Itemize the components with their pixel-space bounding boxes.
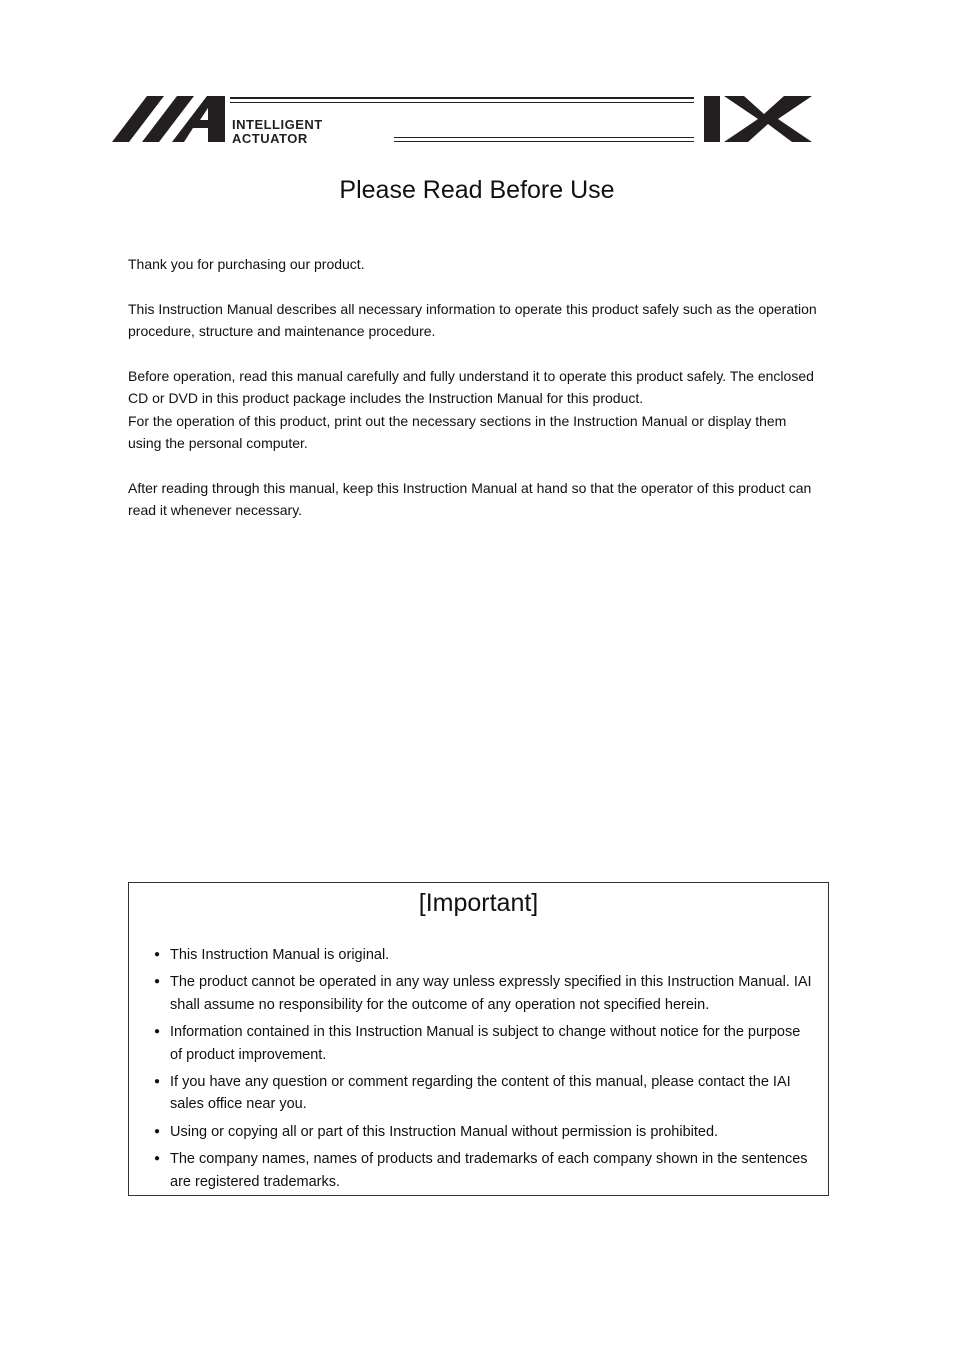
paragraph-after-reading: After reading through this manual, keep this Instruction Manual at hand so that the operator of this product can read it whenever necessary.: [128, 480, 812, 519]
list-item: ● The company names, names of products and trademarks of each company shown in the sentences are registered trademarks.: [154, 1148, 814, 1193]
svg-text:ACTUATOR: ACTUATOR: [232, 131, 308, 146]
document-header: [112, 94, 814, 146]
list-item: ● Using or copying all or part of this Instruction Manual without permission is prohibited.: [154, 1121, 814, 1143]
bullet-icon: ●: [154, 949, 161, 960]
important-title: [Important]: [418, 889, 539, 917]
intro-text: [128, 253, 818, 544]
iai-logo: [112, 94, 814, 146]
svg-text:INTELLIGENT: INTELLIGENT: [232, 117, 323, 132]
bullet-icon: ●: [154, 1076, 161, 1088]
paragraph-before-operation: [128, 365, 818, 455]
list-item: ● If you have any question or comment regarding the content of this manual, please contact the IAI sales office near you.: [154, 1071, 814, 1116]
paragraph-description: This Instruction Manual describes all necessary information to operate this product safely such as the operation procedure, structure and maintenance procedure.: [128, 300, 817, 340]
list-item: ● Information contained in this Instruction Manual is subject to change without notice for the purpose of product improvement.: [154, 1021, 814, 1066]
bullet-icon: ●: [154, 1026, 161, 1038]
bullet-icon: ●: [154, 976, 161, 988]
paragraph-thanks: Thank you for purchasing our product.: [128, 256, 365, 272]
list-item: ● This Instruction Manual is original.: [154, 944, 814, 966]
bullet-icon: ●: [154, 1125, 161, 1137]
important-box: [128, 882, 829, 1196]
list-item: ● The product cannot be operated in any way unless expressly specified in this Instruction Manual. IAI shall assume no responsibility for the outcome of any operation not specified herein.: [154, 971, 814, 1016]
bullet-icon: ●: [154, 1153, 161, 1165]
paragraph-before-operation-line2: For the operation of this product, print out the necessary sections in the Instruction Manual or display them using the personal computer.: [128, 412, 787, 452]
important-list: [154, 944, 814, 1198]
paragraph-before-operation-line1: Before operation, read this manual carefully and fully understand it to operate this product safely. The enclosed CD or DVD in this product package includes the Instruction Manual for this product.: [128, 368, 814, 407]
page-title: Please Read Before Use: [339, 176, 615, 204]
